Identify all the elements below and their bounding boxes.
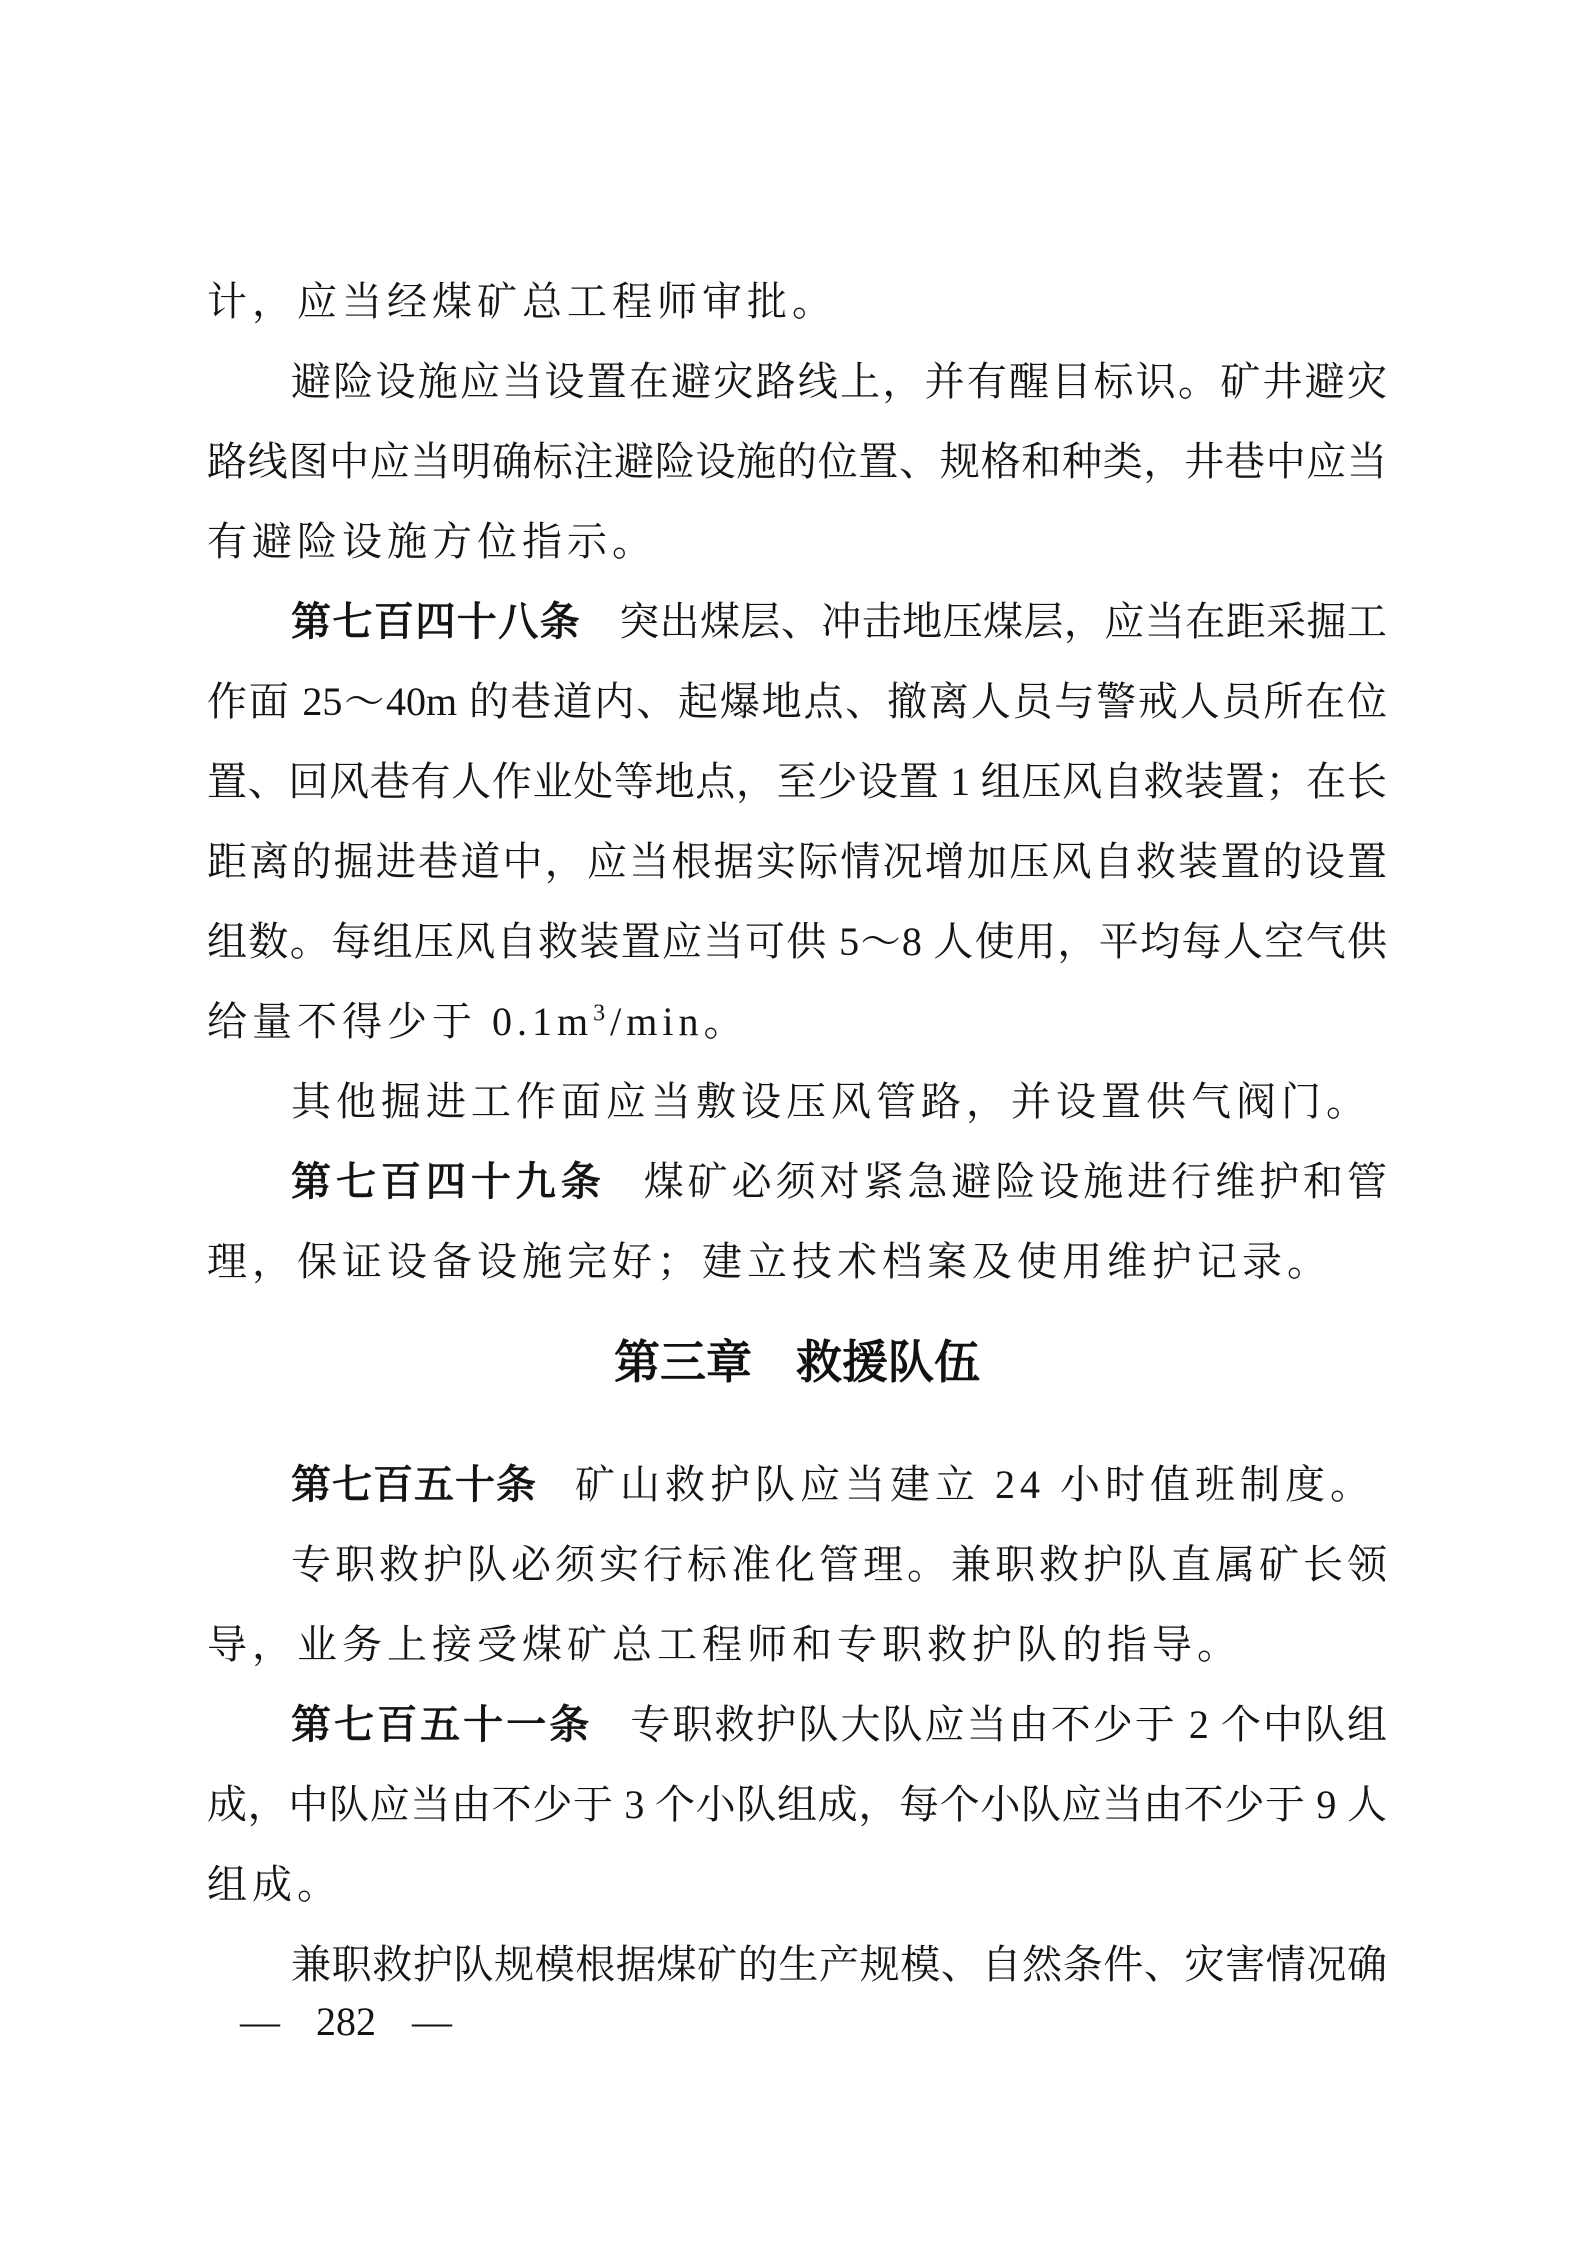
page-number: — 282 — <box>240 1999 452 2044</box>
article-748-line-3: 置、回风巷有人作业处等地点，至少设置 1 组压风自救装置；在长 <box>207 759 1387 804</box>
chapter-heading <box>207 1317 1387 1407</box>
article-748-line-1 <box>207 582 1387 662</box>
article-750-number: 第七百五十条 <box>291 1463 537 1507</box>
article-751-text: 专职救护队大队应当由不少于 2 个中队组 <box>630 1702 1388 1747</box>
article-748-number: 第七百四十八条 <box>291 600 582 644</box>
article-749-line-1 <box>207 1142 1387 1222</box>
page-footer <box>240 1992 452 2052</box>
body-line-4: 有避险设施方位指示。 <box>207 519 657 564</box>
chapter-number: 第三章 <box>614 1336 752 1388</box>
article-751-line-4: 兼职救护队规模根据煤矿的生产规模、自然条件、灾害情况确 <box>291 1942 1387 1987</box>
airflow-unit-text: /min。 <box>610 999 749 1044</box>
page-body <box>207 262 1387 2005</box>
article-751-line-1 <box>207 1685 1387 1765</box>
body-line-3: 路线图中应当明确标注避险设施的位置、规格和种类，井巷中应当 <box>207 439 1387 484</box>
body-line-1: 计，应当经煤矿总工程师审批。 <box>207 279 837 324</box>
chapter-title: 救援队伍 <box>796 1336 980 1388</box>
article-750-line-1 <box>207 1445 1387 1525</box>
article-750-line-3: 导，业务上接受煤矿总工程师和专职救护队的指导。 <box>207 1622 1242 1667</box>
article-751-line-3: 组成。 <box>207 1862 342 1907</box>
article-749-number: 第七百四十九条 <box>291 1160 606 1204</box>
airflow-value-text: 给量不得少于 0.1m <box>207 999 594 1044</box>
article-751-line-2: 成，中队应当由不少于 3 个小队组成，每个小队应当由不少于 9 人 <box>207 1782 1387 1827</box>
article-751-number: 第七百五十一条 <box>291 1703 593 1747</box>
article-748-line-7: 其他掘进工作面应当敷设压风管路，并设置供气阀门。 <box>291 1079 1371 1124</box>
article-749-line-2: 理，保证设备设施完好；建立技术档案及使用维护记录。 <box>207 1239 1332 1284</box>
article-748-line-4: 距离的掘进巷道中，应当根据实际情况增加压风自救装置的设置 <box>207 839 1387 884</box>
article-750-text: 矿山救护队应当建立 24 小时值班制度。 <box>575 1462 1375 1507</box>
article-749-text: 煤矿必须对紧急避险设施进行维护和管 <box>643 1159 1388 1204</box>
article-750-line-2: 专职救护队必须实行标准化管理。兼职救护队直属矿长领 <box>291 1542 1387 1587</box>
article-748-line-5: 组数。每组压风自救装置应当可供 5～8 人使用，平均每人空气供 <box>207 919 1387 964</box>
article-748-text: 突出煤层、冲击地压煤层，应当在距采掘工 <box>619 599 1388 644</box>
article-748-line-6 <box>207 982 1387 1062</box>
cubic-meter-superscript: 3 <box>593 1000 611 1027</box>
article-748-line-2: 作面 25～40m 的巷道内、起爆地点、撤离人员与警戒人员所在位 <box>207 679 1387 724</box>
body-line-2: 避险设施应当设置在避灾路线上，并有醒目标识。矿井避灾 <box>291 359 1387 404</box>
